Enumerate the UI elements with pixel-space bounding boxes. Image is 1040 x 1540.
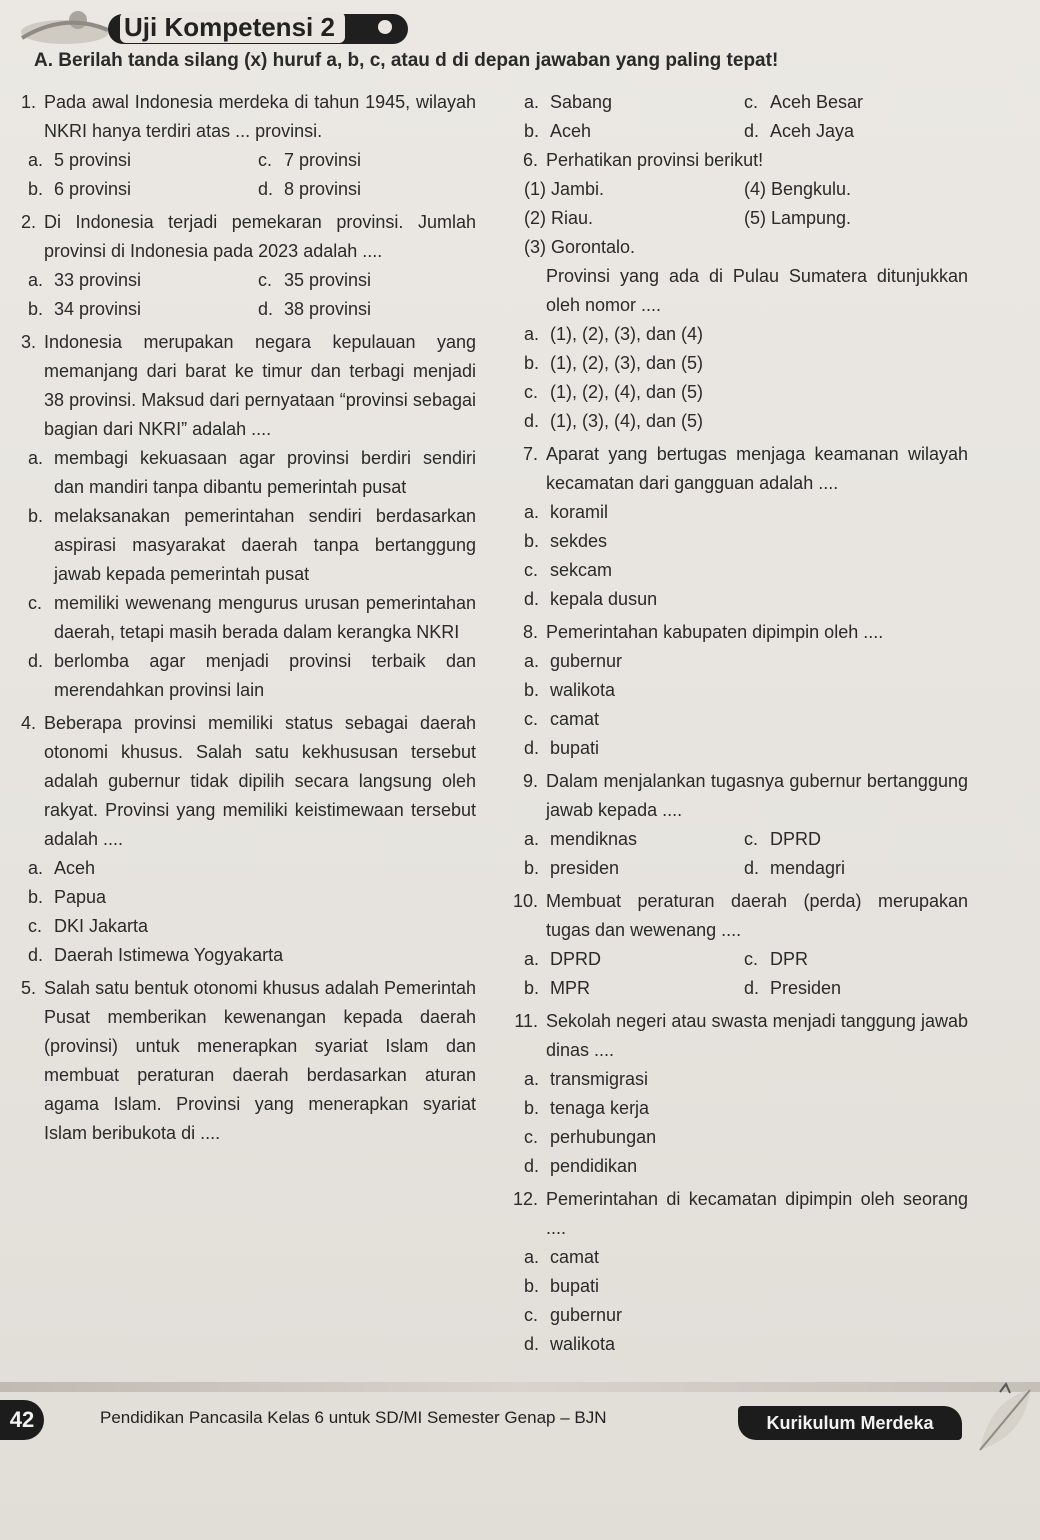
- option-text: gubernur: [550, 1305, 623, 1325]
- question-number: 10.: [512, 891, 538, 911]
- option-text: 6 provinsi: [54, 179, 132, 199]
- option-letter: c.: [28, 916, 43, 936]
- answer-option[interactable]: [524, 1301, 968, 1330]
- answer-option[interactable]: [28, 266, 258, 295]
- option-text: mendagri: [770, 858, 846, 878]
- question-number: 7.: [522, 444, 538, 464]
- answer-option[interactable]: [28, 175, 258, 204]
- option-text: koramil: [550, 502, 609, 522]
- answer-option[interactable]: [28, 854, 476, 883]
- question-number: 5.: [20, 978, 36, 998]
- leaf-decoration-icon: [970, 1380, 1040, 1460]
- answer-option[interactable]: [524, 556, 968, 585]
- answer-option[interactable]: [744, 117, 964, 146]
- option-letter: d.: [524, 1334, 540, 1354]
- option-text: tenaga kerja: [550, 1098, 650, 1118]
- question-number: 1.: [20, 92, 36, 112]
- answer-option[interactable]: [524, 378, 968, 407]
- answer-options: [6, 146, 476, 204]
- option-letter: b.: [524, 978, 540, 998]
- answer-option[interactable]: [524, 1094, 968, 1123]
- answer-options: [6, 854, 476, 970]
- answer-options: [6, 266, 476, 324]
- option-letter: d.: [744, 978, 760, 998]
- province-item: (3) Gorontalo.: [524, 237, 636, 257]
- question-text: Pemerintahan kabupaten dipimpin oleh ....: [546, 622, 884, 642]
- option-letter: b.: [28, 506, 44, 526]
- answer-option[interactable]: [524, 1065, 968, 1094]
- option-text: sekdes: [550, 531, 608, 551]
- option-letter: b.: [524, 531, 540, 551]
- answer-option[interactable]: [524, 945, 744, 974]
- question-head: [6, 709, 476, 854]
- option-letter: b.: [524, 353, 540, 373]
- option-text: gubernur: [550, 651, 623, 671]
- answer-option[interactable]: [524, 407, 968, 436]
- question-number: 11.: [514, 1011, 538, 1031]
- option-text: sekcam: [550, 560, 613, 580]
- option-text: Aceh: [54, 858, 96, 878]
- option-text: (1), (3), (4), dan (5): [550, 411, 704, 431]
- option-letter: a.: [524, 324, 540, 344]
- province-item: (1) Jambi.: [524, 179, 605, 199]
- option-letter: b.: [28, 887, 44, 907]
- option-text: bupati: [550, 738, 600, 758]
- answer-option[interactable]: [524, 1330, 968, 1359]
- option-letter: b.: [524, 1098, 540, 1118]
- answer-option[interactable]: [28, 941, 476, 970]
- answer-option[interactable]: [524, 117, 744, 146]
- question-text: Pemerintahan di kecamatan dipimpin oleh seorang ....: [546, 1189, 968, 1238]
- option-text: Aceh: [550, 121, 592, 141]
- answer-option[interactable]: [744, 945, 964, 974]
- question-number: 9.: [522, 771, 538, 791]
- option-letter: c.: [258, 150, 273, 170]
- option-letter: c.: [258, 270, 273, 290]
- option-text: Daerah Istimewa Yogyakarta: [54, 945, 284, 965]
- answer-option[interactable]: [28, 883, 476, 912]
- question-text: Perhatikan provinsi berikut!: [546, 150, 764, 170]
- option-letter: a.: [28, 858, 44, 878]
- option-letter: c.: [744, 829, 759, 849]
- option-text: (1), (2), (4), dan (5): [550, 382, 704, 402]
- option-letter: c.: [28, 593, 43, 613]
- option-text: memiliki wewenang mengurus urusan pemerintahan daerah, tetapi masih berada dalam kerangka NKRI: [54, 593, 476, 642]
- answer-option[interactable]: [744, 825, 964, 854]
- question-head: [508, 887, 968, 945]
- answer-option[interactable]: [258, 266, 488, 295]
- answer-option[interactable]: [28, 589, 476, 647]
- question-number: 12.: [512, 1189, 538, 1209]
- answer-option[interactable]: [524, 498, 968, 527]
- option-letter: a.: [524, 829, 540, 849]
- answer-option[interactable]: [744, 974, 964, 1003]
- option-letter: d.: [28, 945, 44, 965]
- option-text: DPRD: [770, 829, 822, 849]
- question: [508, 767, 968, 883]
- option-text: bupati: [550, 1276, 600, 1296]
- option-text: Papua: [54, 887, 107, 907]
- answer-options: [508, 498, 968, 614]
- book-title: Pendidikan Pancasila Kelas 6 untuk SD/MI Semester Genap – BJN: [100, 1408, 607, 1427]
- footer-band: [0, 1382, 1040, 1392]
- question-head: [508, 440, 968, 498]
- option-text: DKI Jakarta: [54, 916, 149, 936]
- option-letter: b.: [28, 299, 44, 319]
- option-text: DPR: [770, 949, 809, 969]
- question-head: [6, 328, 476, 444]
- option-letter: b.: [524, 858, 540, 878]
- option-text: 34 provinsi: [54, 299, 142, 319]
- option-text: mendiknas: [550, 829, 638, 849]
- option-letter: b.: [524, 1276, 540, 1296]
- question-head: [6, 974, 476, 1148]
- question-number: 8.: [522, 622, 538, 642]
- option-text: walikota: [550, 1334, 616, 1354]
- question-text: Di Indonesia terjadi pemekaran provinsi. Jumlah provinsi di Indonesia pada 2023 adalah ....: [44, 212, 476, 261]
- question-text: Membuat peraturan daerah (perda) merupakan tugas dan wewenang ....: [546, 891, 968, 940]
- header-dot-decoration: [378, 20, 392, 34]
- answer-option[interactable]: [524, 527, 968, 556]
- option-text: 33 provinsi: [54, 270, 142, 290]
- option-text: camat: [550, 709, 600, 729]
- question-head: [6, 208, 476, 266]
- question: [508, 887, 968, 1003]
- left-column: [6, 88, 476, 1152]
- answer-option[interactable]: [524, 585, 968, 614]
- header-swoosh-decoration: [20, 8, 110, 46]
- option-text: DPRD: [550, 949, 602, 969]
- option-letter: d.: [524, 738, 540, 758]
- question: [6, 208, 476, 324]
- answer-option[interactable]: [524, 705, 968, 734]
- answer-option[interactable]: [744, 854, 964, 883]
- option-letter: d.: [258, 179, 274, 199]
- answer-option[interactable]: [744, 88, 964, 117]
- option-text: Aceh Jaya: [770, 121, 855, 141]
- answer-option[interactable]: [524, 320, 968, 349]
- option-letter: c.: [524, 560, 539, 580]
- question-text: Indonesia merupakan negara kepulauan yang memanjang dari barat ke timur dan terbagi menjadi 38 provinsi. Maksud dari pernyataan “provinsi sebagai bagian dari NKRI” adalah ....: [44, 332, 476, 439]
- question-text: Beberapa provinsi memiliki status sebagai daerah otonomi khusus. Salah satu kekhususan tersebut adalah gubernur tidak dipilih secara langsung oleh rakyat. Provinsi yang memiliki keistimewaan tersebut adalah ....: [44, 713, 476, 849]
- question-number: 2.: [20, 212, 36, 232]
- question: [508, 1185, 968, 1359]
- answer-option[interactable]: [524, 854, 744, 883]
- question-head: [508, 1007, 968, 1065]
- question-text: Salah satu bentuk otonomi khusus adalah Pemerintah Pusat memberikan kewenangan kepada daerah (provinsi) untuk menerapkan syariat Islam dan membuat peraturan daerah berdasarkan aturan agama Islam. Provinsi yang menerapkan syariat Islam beribukota di ....: [44, 978, 476, 1143]
- option-letter: c.: [524, 709, 539, 729]
- option-text: Aceh Besar: [770, 92, 864, 112]
- option-text: kepala dusun: [550, 589, 658, 609]
- option-text: membagi kekuasaan agar provinsi berdiri sendiri dan mandiri tanpa dibantu pemerintah pusat: [54, 448, 476, 497]
- answer-option[interactable]: [524, 974, 744, 1003]
- option-letter: a.: [28, 150, 44, 170]
- option-letter: d.: [28, 651, 44, 671]
- option-letter: d.: [744, 858, 760, 878]
- province-item: [744, 233, 964, 262]
- option-letter: c.: [524, 1305, 539, 1325]
- option-letter: a.: [524, 949, 540, 969]
- answer-option[interactable]: [28, 912, 476, 941]
- question-5-options: [508, 88, 968, 146]
- answer-options: [6, 444, 476, 705]
- answer-option[interactable]: [524, 1272, 968, 1301]
- option-letter: a.: [524, 651, 540, 671]
- option-text: (1), (2), (3), dan (4): [550, 324, 704, 344]
- section-header: [0, 0, 1040, 50]
- answer-options: [508, 1243, 968, 1359]
- option-letter: b.: [28, 179, 44, 199]
- answer-option[interactable]: [524, 1243, 968, 1272]
- option-letter: a.: [28, 270, 44, 290]
- option-letter: d.: [524, 1156, 540, 1176]
- answer-option[interactable]: [524, 825, 744, 854]
- option-text: pendidikan: [550, 1156, 638, 1176]
- page-number: 42: [0, 1400, 44, 1440]
- question-text: Sekolah negeri atau swasta menjadi tanggung jawab dinas ....: [546, 1011, 968, 1060]
- question: [6, 709, 476, 970]
- answer-options: [508, 825, 968, 883]
- province-item: (5) Lampung.: [744, 208, 852, 228]
- answer-option[interactable]: [28, 146, 258, 175]
- option-letter: d.: [258, 299, 274, 319]
- option-letter: c.: [524, 382, 539, 402]
- option-letter: d.: [744, 121, 760, 141]
- answer-option[interactable]: [524, 676, 968, 705]
- answer-option[interactable]: [524, 349, 968, 378]
- answer-option[interactable]: [28, 295, 258, 324]
- option-letter: b.: [524, 121, 540, 141]
- page-footer: [0, 1380, 1040, 1460]
- right-column: [508, 88, 968, 1363]
- question-text-continued: Provinsi yang ada di Pulau Sumatera ditunjukkan oleh nomor ....: [546, 266, 968, 315]
- option-text: Presiden: [770, 978, 842, 998]
- question: [6, 88, 476, 204]
- option-text: 5 provinsi: [54, 150, 132, 170]
- option-text: camat: [550, 1247, 600, 1267]
- question-text: Aparat yang bertugas menjaga keamanan wilayah kecamatan dari gangguan adalah ....: [546, 444, 968, 493]
- option-text: berlomba agar menjadi provinsi terbaik dan merendahkan provinsi lain: [54, 651, 476, 700]
- question-number: 3.: [20, 332, 36, 352]
- question-number: 4.: [20, 713, 36, 733]
- answer-option[interactable]: [258, 295, 488, 324]
- option-letter: c.: [744, 92, 759, 112]
- question-6-options: [508, 320, 968, 436]
- option-text: presiden: [550, 858, 620, 878]
- option-text: MPR: [550, 978, 590, 998]
- answer-option[interactable]: [28, 502, 476, 589]
- option-letter: a.: [524, 1069, 540, 1089]
- option-letter: c.: [524, 1127, 539, 1147]
- question: [508, 1007, 968, 1181]
- question-head: [508, 1185, 968, 1243]
- question-text: Pada awal Indonesia merdeka di tahun 1945, wilayah NKRI hanya terdiri atas ... provinsi.: [44, 92, 476, 141]
- province-item: (2) Riau.: [524, 208, 594, 228]
- answer-option[interactable]: [524, 734, 968, 763]
- question-head: [508, 767, 968, 825]
- answer-option[interactable]: [28, 444, 476, 502]
- question: [508, 618, 968, 763]
- answer-option[interactable]: [28, 647, 476, 705]
- answer-option[interactable]: [524, 88, 744, 117]
- question-head: [6, 88, 476, 146]
- option-letter: a.: [524, 92, 540, 112]
- option-text: 8 provinsi: [284, 179, 362, 199]
- option-text: transmigrasi: [550, 1069, 649, 1089]
- option-text: walikota: [550, 680, 616, 700]
- option-letter: d.: [524, 411, 540, 431]
- option-text: 7 provinsi: [284, 150, 362, 170]
- section-title: Uji Kompetensi 2: [120, 12, 345, 43]
- question-head: [508, 618, 968, 647]
- option-letter: a.: [524, 1247, 540, 1267]
- answer-options: [508, 647, 968, 763]
- question: [6, 328, 476, 705]
- option-letter: b.: [524, 680, 540, 700]
- province-item: (4) Bengkulu.: [744, 179, 852, 199]
- question: [6, 974, 476, 1148]
- option-letter: a.: [28, 448, 44, 468]
- answer-option[interactable]: [258, 146, 488, 175]
- answer-option[interactable]: [524, 1123, 968, 1152]
- answer-option[interactable]: [524, 647, 968, 676]
- option-letter: d.: [524, 589, 540, 609]
- question-6: [508, 146, 968, 436]
- question-text: Dalam menjalankan tugasnya gubernur bertanggung jawab kepada ....: [546, 771, 968, 820]
- question-number: 6.: [522, 150, 538, 170]
- option-text: (1), (2), (3), dan (5): [550, 353, 704, 373]
- option-text: 38 provinsi: [284, 299, 372, 319]
- option-letter: a.: [524, 502, 540, 522]
- option-text: melaksanakan pemerintahan sendiri berdasarkan aspirasi masyarakat daerah tanpa bertanggung jawab kepada pemerintah pusat: [54, 506, 476, 584]
- curriculum-badge: Kurikulum Merdeka: [738, 1406, 962, 1440]
- answer-option[interactable]: [524, 1152, 968, 1181]
- province-list: [508, 175, 968, 262]
- option-text: perhubungan: [550, 1127, 657, 1147]
- option-text: Sabang: [550, 92, 613, 112]
- option-letter: c.: [744, 949, 759, 969]
- answer-option[interactable]: [258, 175, 488, 204]
- option-text: 35 provinsi: [284, 270, 372, 290]
- answer-options: [508, 1065, 968, 1181]
- answer-options: [508, 945, 968, 1003]
- question: [508, 440, 968, 614]
- instruction-text: A. Berilah tanda silang (x) huruf a, b, c, atau d di depan jawaban yang paling tepat!: [34, 50, 779, 71]
